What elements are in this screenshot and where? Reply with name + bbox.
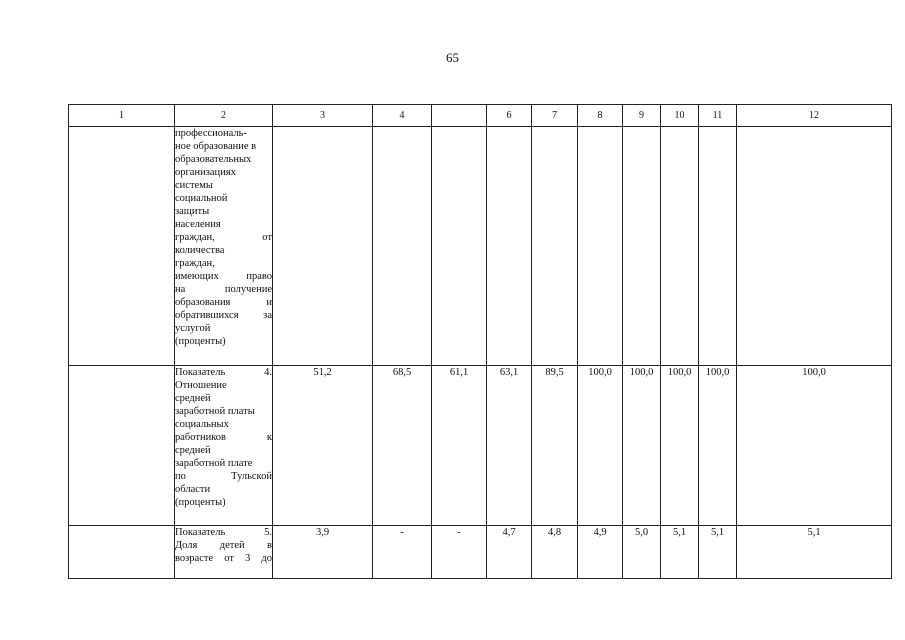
description-line: образовательных bbox=[175, 154, 252, 165]
description-line: имеющих право bbox=[175, 271, 272, 282]
value-cell: - bbox=[432, 526, 487, 579]
description-line: заработной плате bbox=[175, 458, 253, 469]
description-line: Показатель 5. bbox=[175, 527, 272, 538]
header-row bbox=[69, 105, 892, 127]
value-cell: 100,0 bbox=[699, 366, 737, 526]
table-row bbox=[69, 366, 892, 526]
description-line: Доля детей в bbox=[175, 540, 272, 551]
table-cell bbox=[69, 526, 175, 579]
column-header: 6 bbox=[487, 105, 532, 127]
value-cell: 51,2 bbox=[273, 366, 373, 526]
indicator-description bbox=[175, 366, 273, 526]
column-header: 7 bbox=[532, 105, 578, 127]
column-header bbox=[432, 105, 487, 127]
description-line: заработной платы bbox=[175, 406, 255, 417]
value-cell bbox=[737, 127, 892, 366]
description-line: граждан, от bbox=[175, 232, 272, 243]
description-line: социальной bbox=[175, 193, 228, 204]
description-line: социальных bbox=[175, 419, 229, 430]
indicator-description bbox=[175, 127, 273, 366]
description-line: Показатель 4. bbox=[175, 367, 272, 378]
description-line: организациях bbox=[175, 167, 236, 178]
description-line: обратившихся за bbox=[175, 310, 272, 321]
column-header: 11 bbox=[699, 105, 737, 127]
description-line: возрасте от 3 до bbox=[175, 553, 272, 564]
description-line: количества bbox=[175, 245, 225, 256]
description-line: образования и bbox=[175, 297, 272, 308]
description-line: ное образование в bbox=[175, 141, 257, 152]
description-line: на получение bbox=[175, 284, 272, 295]
column-header: 3 bbox=[273, 105, 373, 127]
value-cell bbox=[623, 127, 661, 366]
description-line: профессиональ- bbox=[175, 128, 247, 139]
table-row bbox=[69, 526, 892, 579]
value-cell: - bbox=[373, 526, 432, 579]
value-cell: 4,7 bbox=[487, 526, 532, 579]
value-cell bbox=[487, 127, 532, 366]
column-header: 1 bbox=[69, 105, 175, 127]
page-number: 65 bbox=[446, 50, 459, 65]
value-cell: 100,0 bbox=[623, 366, 661, 526]
description-line: области bbox=[175, 484, 211, 495]
description-line: по Тульской bbox=[175, 471, 272, 482]
description-line: Отношение bbox=[175, 380, 227, 391]
value-cell: 5,1 bbox=[661, 526, 699, 579]
column-header: 2 bbox=[175, 105, 273, 127]
value-cell: 4,9 bbox=[578, 526, 623, 579]
description-line: средней bbox=[175, 393, 211, 404]
description-line: (проценты) bbox=[175, 336, 226, 347]
description-line: средней bbox=[175, 445, 211, 456]
description-line: услугой bbox=[175, 323, 211, 334]
description-line: защиты bbox=[175, 206, 210, 217]
value-cell bbox=[273, 127, 373, 366]
value-cell: 68,5 bbox=[373, 366, 432, 526]
description-line: работников к bbox=[175, 432, 272, 443]
column-header: 10 bbox=[661, 105, 699, 127]
value-cell: 100,0 bbox=[578, 366, 623, 526]
column-header: 12 bbox=[737, 105, 892, 127]
value-cell bbox=[578, 127, 623, 366]
value-cell: 5,1 bbox=[737, 526, 892, 579]
value-cell: 4,8 bbox=[532, 526, 578, 579]
value-cell bbox=[532, 127, 578, 366]
table-cell bbox=[69, 366, 175, 526]
description-line: (проценты) bbox=[175, 497, 226, 508]
data-table bbox=[68, 104, 892, 579]
value-cell: 100,0 bbox=[661, 366, 699, 526]
value-cell: 61,1 bbox=[432, 366, 487, 526]
value-cell bbox=[373, 127, 432, 366]
column-header: 9 bbox=[623, 105, 661, 127]
column-header: 4 bbox=[373, 105, 432, 127]
value-cell bbox=[432, 127, 487, 366]
value-cell: 5,1 bbox=[699, 526, 737, 579]
indicator-description bbox=[175, 526, 273, 579]
description-line: системы bbox=[175, 180, 213, 191]
value-cell bbox=[699, 127, 737, 366]
value-cell: 100,0 bbox=[737, 366, 892, 526]
description-line: граждан, bbox=[175, 258, 215, 269]
table-row bbox=[69, 127, 892, 366]
value-cell: 5,0 bbox=[623, 526, 661, 579]
column-header: 8 bbox=[578, 105, 623, 127]
table-cell bbox=[69, 127, 175, 366]
value-cell: 89,5 bbox=[532, 366, 578, 526]
value-cell: 3,9 bbox=[273, 526, 373, 579]
value-cell bbox=[661, 127, 699, 366]
value-cell: 63,1 bbox=[487, 366, 532, 526]
description-line: населения bbox=[175, 219, 221, 230]
